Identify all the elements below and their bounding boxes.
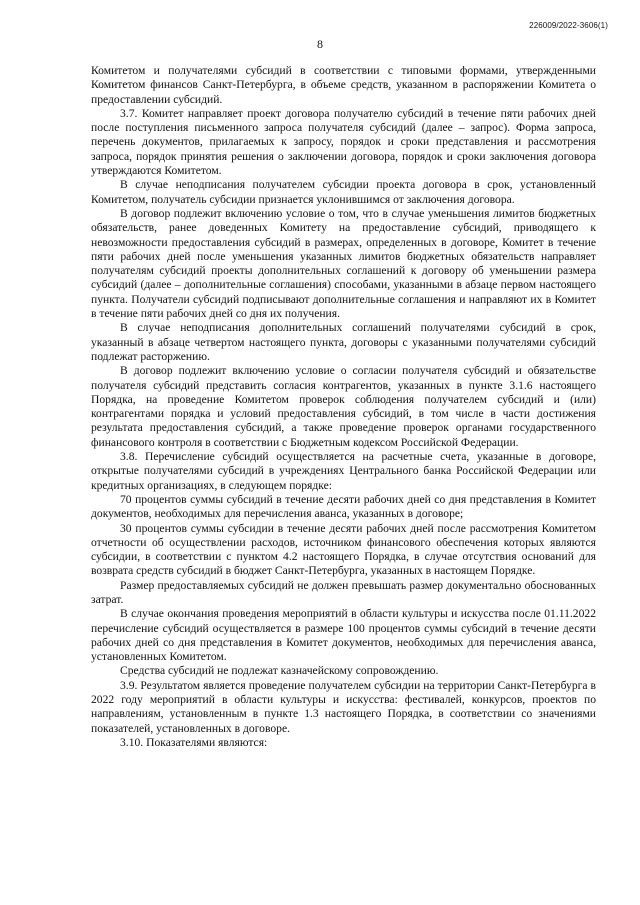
- paragraph: 70 процентов суммы субсидий в течение десяти рабочих дней со дня представления в Комитет документов, необходимых для перечисления аванса, указанных в договоре;: [91, 492, 596, 521]
- paragraph: 3.9. Результатом является проведение получателем субсидии на территории Санкт-Петербурга в 2022 году мероприятий в области культуры и искусства: фестивалей, конкурсов, проектов по направлениям, установленным в пункте 1.3 настоящего Порядка, в соответствии со значениями показателей, установленных в договоре.: [91, 678, 596, 735]
- paragraph: В случае неподписания дополнительных соглашений получателями субсидий в срок, указанный в абзаце четвертом настоящего пункта, договоры с указанными получателями субсидий подлежат расторжению.: [91, 321, 596, 363]
- paragraph: 3.7. Комитет направляет проект договора получателю субсидий в течение пяти рабочих дней после поступления письменного запроса получателя субсидий (далее – запрос). Форма запроса, перечень документов, прилагаемых к запросу, порядок и сроки представления и рассмотрения запроса, порядок принятия решения о заключении договора, порядок и сроки заключения договора утверждаются Комитетом.: [91, 106, 596, 178]
- paragraph: В договор подлежит включению условие о том, что в случае уменьшения лимитов бюджетных обязательств, ранее доведенных Комитету на предоставление субсидий, приводящего к невозможности предоставления субсидий в размерах, определенных в договоре, Комитет в течение пяти рабочих дней после уменьшения указанных лимитов бюджетных обязательств направляет получателям субсидий проекты дополнительных соглашений к договору об уменьшении размера субсидий (далее – дополнительные соглашения) способами, указанными в абзаце первом настоящего пункта. Получатели субсидий подписывают дополнительные соглашения и направляют их в Комитет в течение пяти рабочих дней со дня их получения.: [91, 206, 596, 321]
- paragraph: 3.10. Показателями являются:: [120, 735, 268, 749]
- paragraph: 3.8. Перечисление субсидий осуществляется на расчетные счета, указанные в договоре, открытые получателями субсидий в учреждениях Центрального банка Российской Федерации или кредитных организациях, в следующем порядке:: [91, 450, 596, 492]
- paragraph: Размер предоставляемых субсидий не должен превышать размер документально обоснованных затрат.: [91, 578, 596, 606]
- paragraph: Средства субсидий не подлежат казначейскому сопровождению.: [120, 664, 439, 678]
- paragraph: 30 процентов суммы субсидии в течение десяти рабочих дней после рассмотрения Комитетом отчетности об осуществлении расходов, источником финансового обеспечения которых являются субсидии, в соответствии с пунктом 4.2 настоящего Порядка, в случае отсутствия оснований для возврата средств субсидий в бюджет Санкт-Петербурга, указанных в настоящем Порядке.: [91, 521, 596, 578]
- document-body: [91, 64, 596, 750]
- paragraph: В договор подлежит включению условие о согласии получателя субсидий и обязательстве получателя субсидий представить согласия контрагентов, указанных в пункте 3.1.6 настоящего Порядка, на проведение Комитетом проверок соблюдения получателем субсидий и (или) контрагентами порядка и условий предоставления субсидий, в том числе в части достижения результата предоставления субсидий, а также проведение проверок органами государственного финансового контроля в соответствии с Бюджетным кодексом Российской Федерации.: [91, 364, 596, 449]
- paragraph: В случае неподписания получателем субсидии проекта договора в срок, установленный Комитетом, получатель субсидии признается уклонившимся от заключения договора.: [91, 178, 596, 206]
- document-code: 226009/2022-3606(1): [529, 21, 608, 30]
- paragraph: Комитетом и получателями субсидий в соответствии с типовыми формами, утвержденными Комитетом финансов Санкт-Петербурга, в объеме средств, указанном в распоряжении Комитета о предоставлении субсидий.: [91, 64, 596, 106]
- page-number: 8: [317, 37, 323, 51]
- paragraph: В случае окончания проведения мероприятий в области культуры и искусства после 01.11.2022 перечисление субсидий осуществляется в размере 100 процентов суммы субсидий в течение десяти рабочих дней со дня представления в Комитет документов, необходимых для перечисления аванса, установленных Комитетом.: [91, 607, 596, 664]
